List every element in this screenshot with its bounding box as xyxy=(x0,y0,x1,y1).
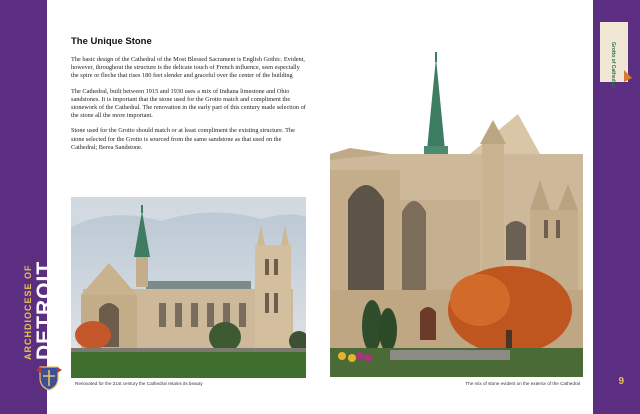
page-number: 9 xyxy=(618,376,624,387)
side-tab-label: Grotto of Cathedral xyxy=(610,42,616,88)
article-text xyxy=(71,36,307,159)
section-tab xyxy=(590,20,640,88)
caption-right: The mix of stone evident on the exterior of the Cathedral xyxy=(465,381,580,386)
archdiocese-shield-icon xyxy=(34,364,64,392)
brand-big-label: DETROIT xyxy=(33,260,56,360)
paragraph-1: The basic design of the Cathedral of the Most Blessed Sacrament is English Gothic. Evident, however, throughout the structure is the delicate touch of French influence, seen especially the spire or fleche that rises 180 feet slender and graceful over the center of the building xyxy=(71,56,305,80)
paragraph-2: The Cathedral, built between 1915 and 1930 uses a mix of Indiana limestone and Ohio sandstones. It is important that the stone used for the Grotto match and compliment the stonework of the Cathedral. The renovation in the early part of this century made selection of the stone all the more important. xyxy=(71,87,306,120)
archdiocese-logo-text xyxy=(24,261,55,360)
paragraph-3: Stone used for the Grotto should match or at least compliment the existing structure. The stone selected for the Grotto is sourced from the same sandstone as that used on the Cathedral; Berea Sandstone. xyxy=(71,127,295,151)
cathedral-photo-left xyxy=(71,197,306,378)
caption-left: Renovated for the 21st century the Cathedral retains its beauty xyxy=(75,381,203,386)
section-heading: The Unique Stone xyxy=(71,36,152,47)
brand-small-label: ARCHDIOCESE OF xyxy=(23,264,33,360)
cathedral-photo-right xyxy=(330,50,583,377)
